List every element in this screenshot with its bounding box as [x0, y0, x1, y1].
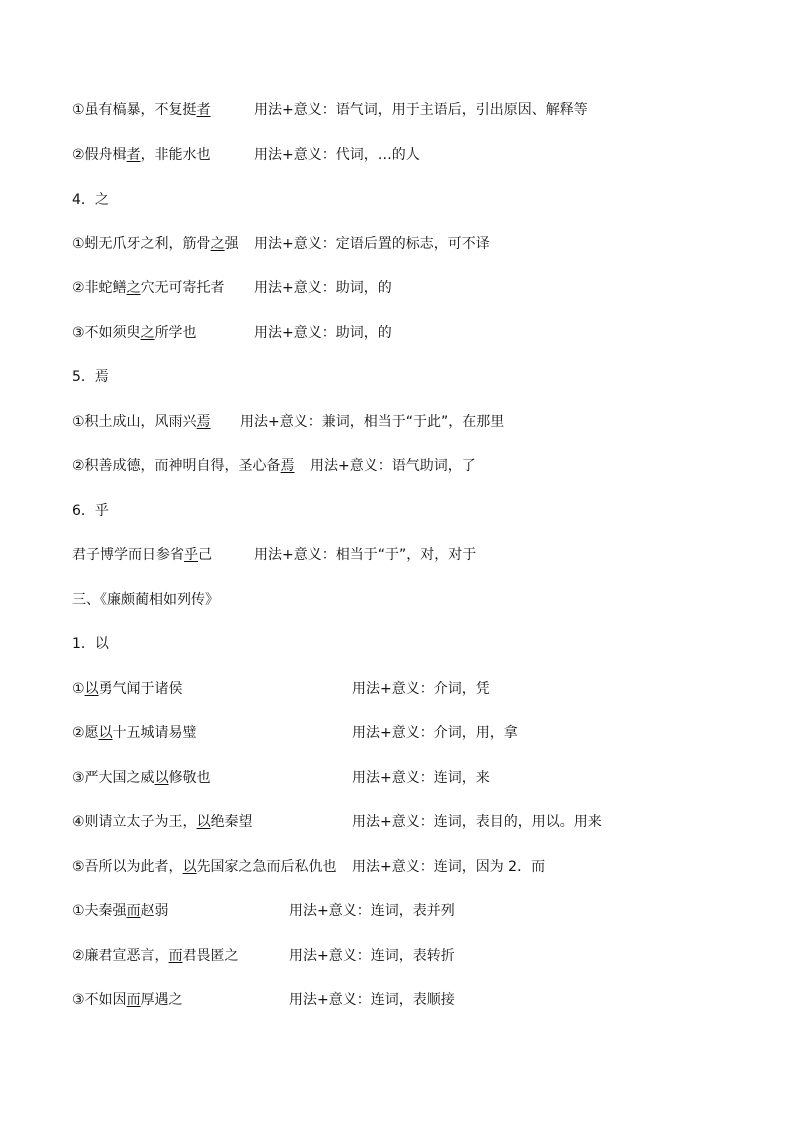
usage-note: 用法+意义：连词，表转折: [289, 948, 455, 964]
key-word: 乎: [184, 547, 198, 563]
key-word: 而: [126, 903, 141, 919]
key-word: 而: [168, 948, 183, 964]
key-word: 以: [98, 725, 113, 741]
example-sentence: ①虽有槁暴，不复挺者: [72, 102, 211, 118]
usage-note: 用法+意义：定语后置的标志，可不译: [254, 236, 490, 252]
usage-note: 用法+意义：助词，的: [254, 325, 392, 341]
usage-note: 用法+意义：连词，表并列: [289, 903, 455, 919]
example-sentence: 君子博学而日参省乎己: [72, 547, 212, 563]
usage-note: 用法+意义：语气助词，了: [310, 458, 476, 474]
example-sentence: ②假舟楫者，非能水也: [72, 147, 211, 163]
usage-note: 用法+意义：兼词，相当于“于此”，在那里: [240, 414, 505, 430]
key-word: 焉: [196, 414, 211, 430]
example-sentence: ④则请立太子为王，以绝秦望: [72, 814, 253, 830]
section-heading: 三、《廉颇蔺相如列传》: [72, 592, 219, 608]
section-heading: 1．以: [72, 636, 109, 652]
key-word: 以: [154, 770, 169, 786]
key-word: 之: [140, 325, 155, 341]
usage-note: 用法+意义：介词，凭: [352, 681, 490, 697]
usage-note: 用法+意义：助词，的: [254, 280, 392, 296]
key-word: 焉: [280, 458, 295, 474]
example-sentence: ①以勇气闻于诸侯: [72, 681, 183, 697]
example-sentence: ①积土成山，风雨兴焉: [72, 414, 211, 430]
key-word: 以: [196, 814, 211, 830]
example-sentence: ②非蛇鳝之穴无可寄托者: [72, 280, 225, 296]
key-word: 者: [126, 147, 141, 163]
section-heading: 4．之: [72, 192, 109, 208]
usage-note: 用法+意义：代词，…的人: [254, 147, 420, 163]
example-sentence: ③不如因而厚遇之: [72, 992, 183, 1008]
example-sentence: ①蚓无爪牙之利，筋骨之强: [72, 236, 239, 252]
example-sentence: ③严大国之威以修敬也: [72, 770, 211, 786]
key-word: 之: [126, 280, 141, 296]
usage-note: 用法+意义：语气词，用于主语后，引出原因、解释等: [254, 102, 588, 118]
key-word: 而: [126, 992, 141, 1008]
example-sentence: ②愿以十五城请易璧: [72, 725, 197, 741]
usage-note: 用法+意义：介词，用，拿: [352, 725, 518, 741]
usage-note: 用法+意义：连词，来: [352, 770, 490, 786]
usage-note: 用法+意义：相当于“于”，对，对于: [254, 547, 477, 563]
usage-note: 用法+意义：连词，表顺接: [289, 992, 455, 1008]
key-word: 之: [210, 236, 225, 252]
section-heading: 6．乎: [72, 503, 109, 519]
key-word: 以: [84, 681, 99, 697]
example-sentence: ②积善成德，而神明自得，圣心备焉: [72, 458, 295, 474]
usage-note: 用法+意义：连词，表目的，用以。用来: [352, 814, 602, 830]
example-sentence: ③不如须臾之所学也: [72, 325, 197, 341]
example-sentence: ①夫秦强而赵弱: [72, 903, 169, 919]
section-heading: 5．焉: [72, 369, 109, 385]
usage-note: 用法+意义：连词，因为 2．而: [352, 859, 546, 875]
key-word: 者: [196, 102, 211, 118]
example-sentence: ②廉君宣恶言，而君畏匿之: [72, 948, 239, 964]
example-sentence: ⑤吾所以为此者，以先国家之急而后私仇也: [72, 859, 337, 875]
key-word: 以: [182, 859, 197, 875]
